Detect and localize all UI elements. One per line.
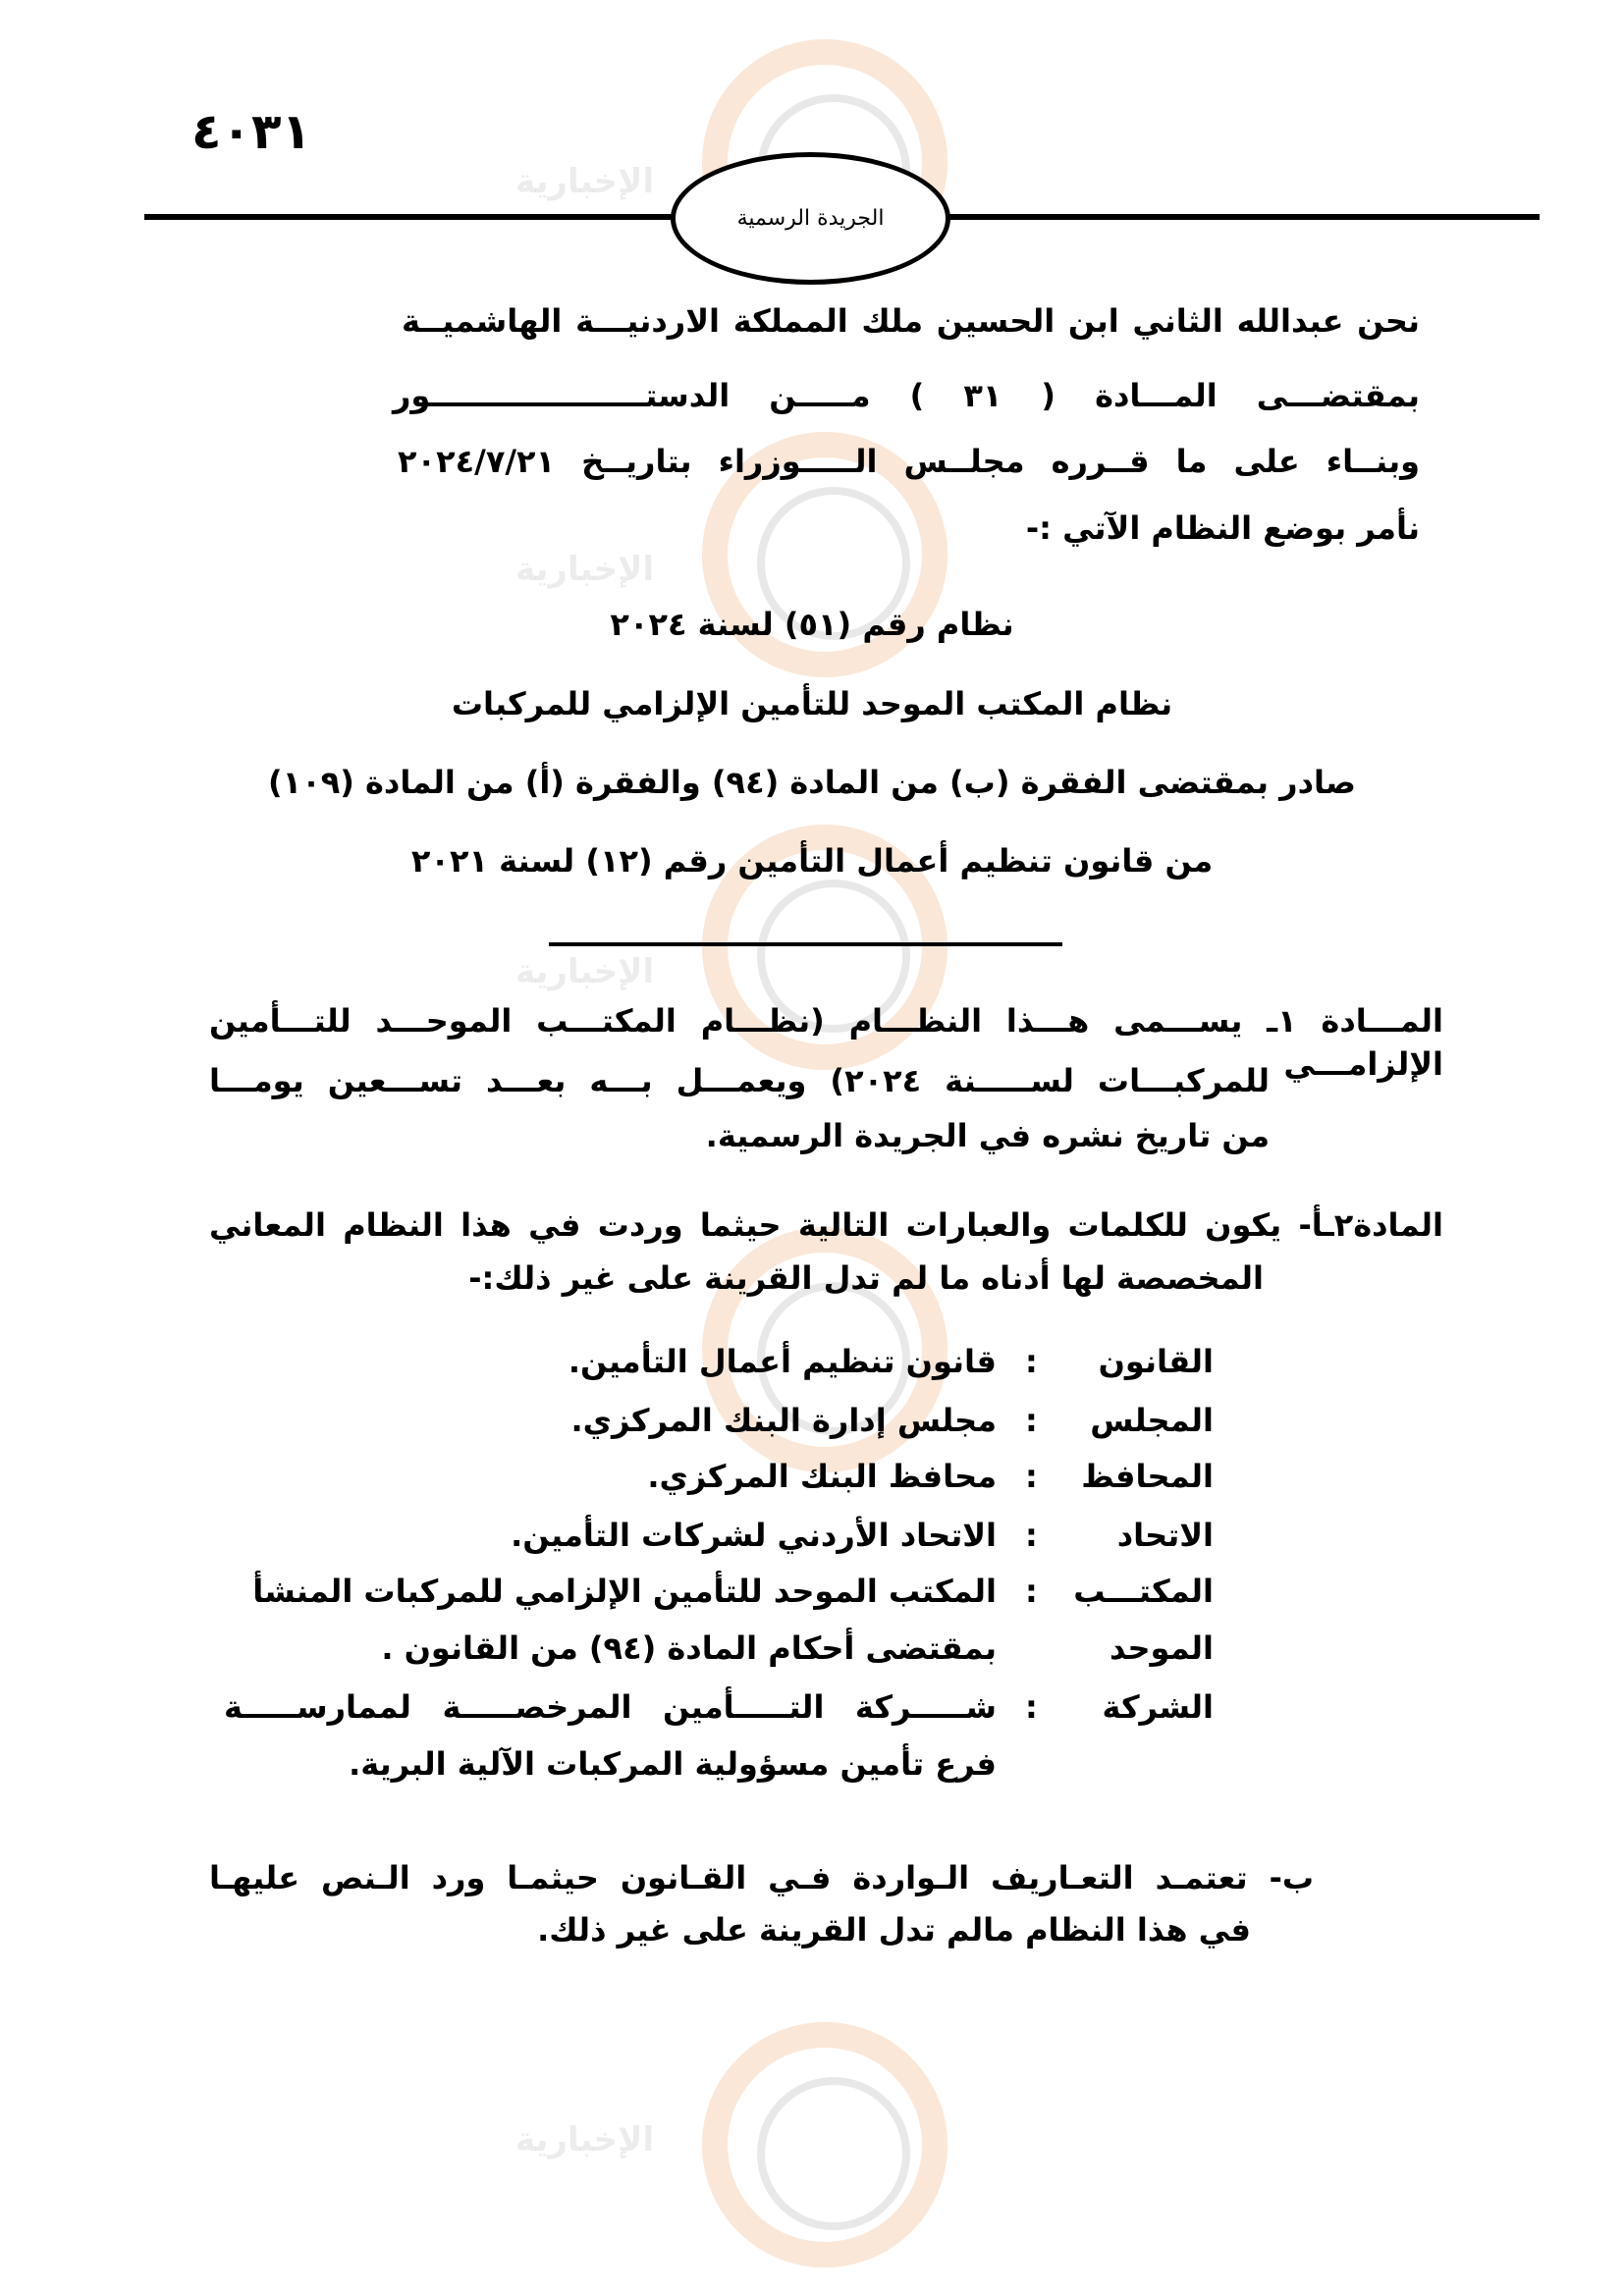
definition-term: المكتـــب — [1073, 1573, 1214, 1610]
title-rule — [549, 942, 1062, 946]
preamble-line: نأمر بوضع النظام الآتي :- — [1025, 509, 1420, 547]
preamble-line: وبنــاء على ما قــرره مجلــس الـــــوزراء بتاريــخ ٢٠٢٤/٧/٢١ — [398, 443, 1420, 480]
definition-colon: : — [1025, 1688, 1038, 1726]
gazette-label: الجريدة الرسمية — [736, 206, 885, 231]
watermark-text: الإخبارية — [515, 2120, 655, 2160]
definition-colon: : — [1025, 1343, 1038, 1380]
article-2b-line: ب- تعتمـد التعـاريف الـواردة فـي القـانون حيثمـا ورد الـنص عليهـا — [209, 1859, 1314, 1896]
regulation-title: نظام المكتب الموحد للتأمين الإلزامي للمركبات — [451, 685, 1173, 722]
watermark-text: الإخبارية — [515, 952, 655, 991]
definition-text: بمقتضى أحكام المادة (٩٤) من القانون . — [381, 1629, 997, 1667]
definition-term: الموحد — [1109, 1629, 1214, 1667]
gazette-oval-label — [671, 152, 950, 285]
definition-text: المكتب الموحد للتأمين الإلزامي للمركبات المنشأ — [252, 1573, 997, 1610]
definition-term: المحافظ — [1081, 1458, 1214, 1495]
definition-colon: : — [1025, 1517, 1038, 1554]
definition-term: القانون — [1098, 1343, 1214, 1380]
regulation-basis: من قانون تنظيم أعمال التأمين رقم (١٢) لسنة ٢٠٢١ — [410, 842, 1214, 880]
definition-text: مجلس إدارة البنك المركزي. — [570, 1402, 997, 1439]
watermark-clock-logo — [702, 2022, 947, 2268]
definition-text: شـــــركة التـــــأمين المرخصـــــة لممارســـــة — [224, 1688, 997, 1726]
definition-colon: : — [1025, 1573, 1038, 1610]
definition-text: الاتحاد الأردني لشركات التأمين. — [511, 1517, 997, 1554]
page-number: ٤٠٣١ — [191, 103, 312, 160]
article-1-line: للمركبـــات لســـــنة ٢٠٢٤) ويعمـــل بـــه بعـــد تســـعين يومـــا — [209, 1062, 1271, 1099]
regulation-basis: صادر بمقتضى الفقرة (ب) من المادة (٩٤) والفقرة (أ) من المادة (١٠٩) — [268, 764, 1356, 801]
watermark-text: الإخبارية — [515, 550, 655, 589]
definition-term: المجلس — [1090, 1402, 1214, 1439]
definition-text: فرع تأمين مسؤولية المركبات الآلية البرية. — [349, 1745, 997, 1783]
regulation-number: نظام رقم (٥١) لسنة ٢٠٢٤ — [610, 606, 1014, 643]
definition-colon: : — [1025, 1458, 1038, 1495]
definition-colon: : — [1025, 1402, 1038, 1439]
definition-term: الشركة — [1102, 1688, 1214, 1726]
article-2a-line: المادة٢ـأ- يكون للكلمات والعبارات التالية حيثما وردت في هذا النظام المعاني — [209, 1206, 1443, 1244]
article-1-line: من تاريخ نشره في الجريدة الرسمية. — [705, 1117, 1270, 1154]
definition-text: قانون تنظيم أعمال التأمين. — [568, 1343, 997, 1380]
article-2b-line: في هذا النظام مالم تدل القرينة على غير ذلك. — [537, 1911, 1251, 1949]
definition-term: الاتحاد — [1116, 1517, 1214, 1554]
preamble-line: نحن عبدالله الثاني ابن الحسين ملك المملكة الاردنيـــة الهاشميــة — [402, 302, 1420, 340]
article-2a-line: المخصصة لها أدناه ما لم تدل القرينة على غير ذلك:- — [468, 1259, 1264, 1297]
definition-text: محافظ البنك المركزي. — [647, 1458, 997, 1495]
preamble-line: بمقتضـــى المـــادة ( ٣١ ) مـــــن الدستــــــــــــــــــــور — [393, 377, 1421, 414]
watermark-text: الإخبارية — [515, 162, 655, 201]
article-1-line: المـــادة ١ـ يســـمى هـــذا النظـــام (نظـــام المكتـــب الموحـــد للتـــأمين الإلزامـــي — [209, 1002, 1444, 1083]
